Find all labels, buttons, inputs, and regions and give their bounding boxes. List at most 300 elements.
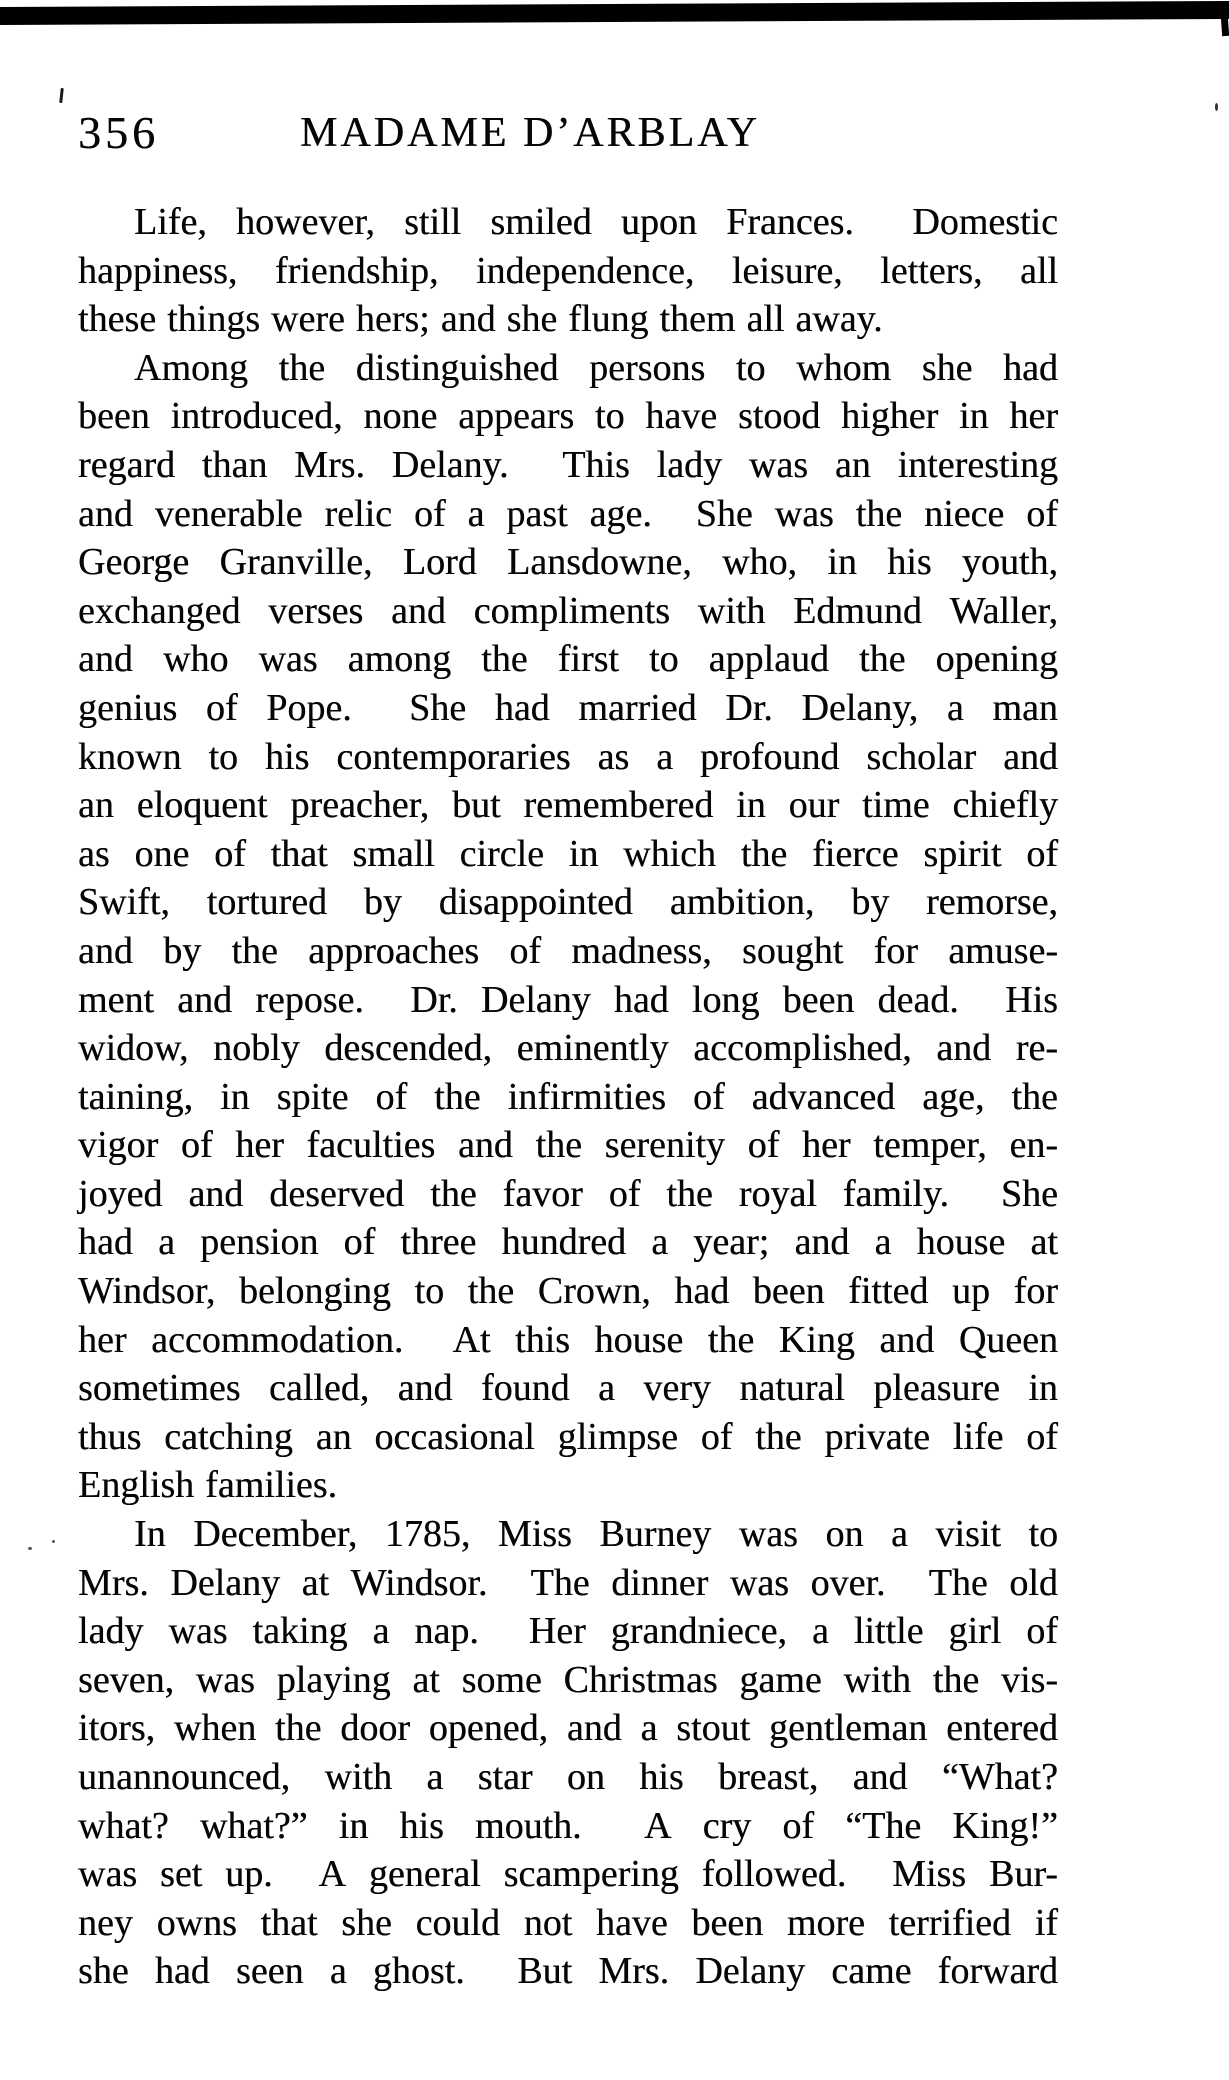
word: seven,: [78, 1658, 175, 1701]
word: than: [201, 443, 268, 486]
word: when: [173, 1707, 257, 1750]
word: glimpse: [557, 1415, 678, 1458]
text-line: [78, 198, 1058, 247]
word: Windsor,: [78, 1270, 216, 1313]
text-line: [78, 295, 1058, 344]
word: gentleman: [768, 1707, 928, 1750]
word: long: [691, 978, 760, 1021]
word: had: [154, 1950, 210, 1993]
word: madness,: [571, 929, 712, 972]
word: youth,: [961, 541, 1058, 584]
word: very: [643, 1367, 711, 1410]
word: in: [1028, 1367, 1058, 1410]
word: was: [729, 1561, 789, 1604]
word: nobly: [213, 1027, 300, 1070]
word: none: [363, 395, 438, 438]
word: re-: [1015, 1027, 1058, 1070]
word: 1785,: [384, 1513, 471, 1556]
word: pension: [200, 1221, 319, 1264]
word: amuse-: [948, 929, 1058, 972]
word: door: [340, 1707, 410, 1750]
word: English: [78, 1464, 195, 1507]
word: Delany,: [801, 686, 919, 729]
word: widow,: [78, 1027, 189, 1070]
word: terrified: [888, 1901, 1011, 1944]
word: man: [992, 686, 1058, 729]
word: been: [78, 395, 150, 438]
word: her: [1009, 395, 1058, 438]
word: occasional: [374, 1415, 535, 1458]
word: distinguished: [355, 346, 559, 389]
word: of: [1026, 492, 1058, 535]
text-line: [78, 1267, 1058, 1316]
text-line: [78, 1364, 1058, 1413]
word: belonging: [238, 1270, 391, 1313]
text-line: [78, 1899, 1058, 1948]
word: but: [452, 784, 501, 827]
word: and: [566, 1707, 622, 1750]
word: interesting: [897, 443, 1058, 486]
word: Waller,: [949, 589, 1058, 632]
word: vigor: [78, 1124, 159, 1167]
word: age,: [922, 1075, 985, 1118]
text-line: [78, 490, 1058, 539]
word: to: [649, 638, 679, 681]
word: itors,: [78, 1707, 156, 1750]
word: by: [163, 929, 202, 972]
word: disappointed: [438, 881, 633, 924]
word: more: [786, 1901, 865, 1944]
word: a: [640, 1707, 658, 1750]
word: of: [608, 1172, 641, 1215]
word: scampering: [503, 1853, 679, 1896]
word: the: [666, 1172, 713, 1215]
text-line: [78, 1510, 1058, 1559]
word: the: [1011, 1075, 1058, 1118]
word: his: [887, 541, 932, 584]
word: of: [180, 1124, 213, 1167]
word: as: [597, 735, 630, 778]
word: set: [160, 1853, 203, 1896]
word: preacher,: [290, 784, 430, 827]
word: was: [258, 638, 318, 681]
word: of: [1026, 1415, 1058, 1458]
word: Dr.: [410, 978, 458, 1021]
word: his: [399, 1804, 444, 1847]
word: game: [739, 1658, 822, 1701]
word: serenity: [604, 1124, 725, 1167]
word: ney: [78, 1901, 133, 1944]
text-line: [78, 1947, 1058, 1996]
word: opening: [935, 638, 1058, 681]
word: breast,: [718, 1756, 819, 1798]
word: among: [347, 638, 452, 681]
word: of: [1026, 832, 1058, 875]
text-line: [78, 733, 1058, 782]
word: a: [467, 492, 485, 535]
word: with: [843, 1658, 912, 1701]
word: as: [78, 832, 110, 875]
word: and: [391, 589, 446, 632]
word: infirmities: [507, 1075, 666, 1118]
word: followed.: [701, 1853, 847, 1896]
word: A: [318, 1853, 346, 1896]
word: at: [412, 1658, 440, 1701]
word: was: [774, 492, 834, 535]
word: she: [921, 346, 973, 389]
text-line: [78, 1218, 1058, 1267]
word: exchanged: [78, 589, 241, 632]
word: Swift,: [78, 881, 170, 924]
text-line: [78, 587, 1058, 636]
word: seen: [236, 1950, 304, 1993]
word: King!”: [952, 1804, 1058, 1847]
word: natural: [739, 1367, 845, 1410]
word: remorse,: [926, 881, 1058, 924]
word: the: [231, 929, 278, 972]
word: a: [656, 735, 674, 778]
word: age.: [589, 492, 652, 535]
word: Christmas: [563, 1658, 718, 1701]
word: that: [260, 1901, 318, 1944]
word: Delany: [695, 1950, 806, 1993]
word: the: [740, 832, 788, 875]
word: Granville,: [219, 541, 373, 584]
word: of: [205, 686, 238, 729]
word: a: [651, 1221, 669, 1264]
word: an: [834, 443, 871, 486]
word: higher: [841, 395, 939, 438]
word: circle: [459, 832, 544, 875]
word: stood: [737, 395, 821, 438]
word: “The: [845, 1804, 922, 1847]
word: away.: [795, 298, 883, 341]
word: Miss: [892, 1853, 967, 1896]
word: The: [530, 1561, 590, 1604]
word: accommodation.: [151, 1318, 404, 1361]
text-line: [78, 1704, 1058, 1753]
word: Mrs.: [78, 1561, 149, 1604]
word: pleasure: [873, 1367, 1000, 1410]
word: sought: [741, 929, 844, 972]
word: small: [352, 832, 435, 875]
word: At: [452, 1318, 491, 1361]
word: was: [78, 1853, 138, 1896]
word: of: [700, 1415, 733, 1458]
word: nap.: [414, 1610, 479, 1653]
word: Queen: [958, 1318, 1058, 1361]
word: happiness,: [78, 249, 238, 292]
word: found: [480, 1367, 570, 1410]
word: sometimes: [78, 1367, 241, 1410]
text-line: [78, 830, 1058, 879]
word: of: [413, 492, 446, 535]
word: old: [1009, 1561, 1058, 1604]
word: profound: [700, 735, 840, 778]
word: private: [824, 1415, 930, 1458]
word: of: [1026, 1610, 1058, 1653]
text-line: [78, 1850, 1058, 1899]
page-body: [78, 198, 1058, 1996]
word: this: [515, 1318, 570, 1361]
word: the: [855, 492, 903, 535]
word: his: [639, 1756, 684, 1798]
word: been: [752, 1270, 825, 1313]
word: a: [598, 1367, 615, 1410]
word: the: [430, 1172, 477, 1215]
word: to: [414, 1270, 445, 1313]
word: remembered: [523, 784, 714, 827]
word: flung: [568, 298, 649, 341]
word: and: [852, 1756, 908, 1798]
word: to: [735, 346, 766, 389]
word: favor: [502, 1172, 583, 1215]
word: joyed: [78, 1172, 163, 1215]
word: been: [782, 978, 855, 1021]
word: a: [874, 1221, 892, 1264]
word: Burney: [599, 1513, 712, 1556]
word: descended,: [324, 1027, 493, 1070]
word: of: [782, 1804, 815, 1847]
word: fitted: [848, 1270, 929, 1313]
text-line: [78, 1461, 1058, 1510]
word: the: [434, 1075, 481, 1118]
word: was: [195, 1658, 255, 1701]
word: the: [859, 638, 906, 681]
word: faculties: [306, 1124, 436, 1167]
text-line: [78, 441, 1058, 490]
text-line: [78, 684, 1058, 733]
word: temper,: [873, 1124, 987, 1167]
word: at: [1030, 1221, 1058, 1264]
word: known: [78, 735, 182, 778]
word: if: [1034, 1901, 1058, 1944]
word: had: [613, 978, 669, 1021]
word: mouth.: [475, 1804, 582, 1847]
word: a: [426, 1756, 444, 1798]
word: her: [78, 1318, 127, 1361]
word: But: [517, 1950, 573, 1993]
word: in: [827, 541, 857, 584]
word: George: [78, 541, 190, 584]
word: independence,: [475, 249, 695, 292]
word: Mrs.: [598, 1950, 670, 1993]
word: of: [214, 832, 246, 875]
word: visit: [935, 1513, 1001, 1556]
word: and: [78, 638, 133, 681]
word: In: [134, 1513, 166, 1556]
word: over.: [810, 1561, 886, 1604]
word: scholar: [866, 735, 977, 778]
word: Crown,: [537, 1270, 651, 1313]
word: first: [557, 638, 619, 681]
word: fierce: [812, 832, 899, 875]
word: her: [802, 1124, 851, 1167]
word: and: [1003, 735, 1058, 778]
word: of: [692, 1075, 725, 1118]
word: who: [162, 638, 229, 681]
word: a: [946, 686, 964, 729]
word: The: [928, 1561, 988, 1604]
word: the: [481, 638, 528, 681]
word: Lord: [402, 541, 477, 584]
word: the: [755, 1415, 802, 1458]
text-line: [78, 1559, 1058, 1608]
scan-artifact-tick: [59, 88, 64, 103]
word: in: [568, 832, 599, 875]
word: and: [440, 298, 496, 341]
word: for: [1013, 1270, 1058, 1313]
text-line: [78, 1802, 1058, 1851]
word: year;: [693, 1221, 770, 1264]
word: the: [467, 1270, 515, 1313]
word: appears: [458, 395, 575, 438]
text-line: [78, 1656, 1058, 1705]
word: a: [372, 1610, 390, 1653]
word: royal: [738, 1172, 817, 1215]
word: letters,: [880, 249, 983, 292]
word: by: [851, 881, 890, 924]
text-line: [78, 976, 1058, 1025]
word: with: [697, 589, 766, 632]
word: friendship,: [274, 249, 439, 292]
word: lady: [78, 1610, 144, 1653]
word: eminently: [516, 1027, 669, 1070]
word: a: [329, 1950, 347, 1993]
word: “What?: [941, 1756, 1058, 1798]
word: dead.: [877, 978, 959, 1021]
text-line: [78, 635, 1058, 684]
word: the: [932, 1658, 980, 1701]
page-number: 356: [78, 107, 159, 158]
word: of: [747, 1124, 780, 1167]
word: not: [523, 1901, 573, 1944]
word: general: [368, 1853, 481, 1896]
word: what?”: [199, 1804, 308, 1847]
word: to: [594, 395, 625, 438]
word: Life,: [134, 201, 207, 243]
word: hundred: [501, 1221, 627, 1264]
word: that: [270, 832, 328, 875]
text-line: [78, 1024, 1058, 1073]
text-line: [78, 538, 1058, 587]
word: in: [736, 784, 766, 827]
word: She: [1000, 1172, 1058, 1215]
word: Mrs.: [294, 443, 365, 486]
word: little: [853, 1610, 924, 1653]
word: his: [264, 735, 310, 778]
text-line: [78, 247, 1058, 296]
word: Delany.: [391, 443, 509, 486]
word: on: [566, 1756, 605, 1798]
scan-artifact-top-bar: [0, 1, 1229, 25]
word: them: [659, 298, 736, 341]
word: our: [788, 784, 840, 827]
word: however,: [236, 201, 375, 243]
word: her: [235, 1124, 284, 1167]
word: to: [1028, 1513, 1058, 1556]
word: in: [959, 395, 989, 438]
word: entered: [946, 1707, 1058, 1750]
word: these: [78, 298, 157, 341]
word: in: [220, 1075, 250, 1118]
word: and: [177, 978, 233, 1021]
text-line: [78, 1753, 1058, 1802]
word: and: [794, 1221, 850, 1264]
word: the: [275, 1707, 322, 1750]
word: she: [78, 1950, 129, 1993]
word: forward: [937, 1950, 1058, 1993]
text-line: [78, 781, 1058, 830]
word: lady: [656, 443, 723, 486]
word: on: [825, 1513, 864, 1556]
page-title: MADAME D’ARBLAY: [300, 110, 760, 156]
word: three: [400, 1221, 477, 1264]
scan-artifact-dot: [52, 1540, 55, 1543]
word: and: [879, 1318, 935, 1361]
word: spirit: [923, 832, 1002, 875]
word: in: [338, 1804, 369, 1847]
text-line: [78, 1607, 1058, 1656]
word: been: [691, 1901, 764, 1944]
word: Dr.: [725, 686, 773, 729]
word: of: [343, 1221, 376, 1264]
word: was: [748, 443, 808, 486]
word: opened,: [428, 1707, 549, 1750]
word: King: [778, 1318, 855, 1361]
word: regard: [78, 443, 176, 486]
word: and: [457, 1124, 513, 1167]
word: and: [397, 1367, 453, 1410]
word: contemporaries: [336, 735, 571, 778]
word: Pope.: [266, 686, 352, 729]
word: hers;: [355, 298, 430, 341]
word: had: [674, 1270, 730, 1313]
scan-artifact-dot: [28, 1547, 32, 1550]
text-line: [78, 392, 1058, 441]
word: compliments: [473, 589, 670, 632]
word: accomplished,: [693, 1027, 912, 1070]
word: married: [578, 686, 697, 729]
word: ment: [78, 978, 154, 1021]
word: a: [891, 1513, 908, 1556]
word: playing: [276, 1658, 391, 1701]
word: Frances.: [726, 201, 854, 243]
word: Miss: [497, 1513, 572, 1556]
word: stout: [676, 1707, 751, 1750]
word: approaches: [308, 929, 480, 972]
word: leisure,: [731, 249, 843, 292]
word: had: [1003, 346, 1058, 389]
word: catching: [164, 1415, 293, 1458]
word: upon: [620, 201, 697, 243]
word: deserved: [269, 1172, 405, 1215]
word: She: [409, 686, 467, 729]
text-line: [78, 927, 1058, 976]
word: ghost.: [372, 1950, 465, 1993]
word: owns: [156, 1901, 237, 1944]
word: she: [341, 1901, 392, 1944]
word: Delany: [480, 978, 591, 1021]
word: His: [1005, 978, 1058, 1021]
word: at: [301, 1561, 330, 1604]
word: A: [644, 1804, 672, 1847]
text-line: [78, 1121, 1058, 1170]
word: grandniece,: [610, 1610, 787, 1653]
word: applaud: [708, 638, 829, 681]
word: for: [873, 929, 918, 972]
word: girl: [948, 1610, 1002, 1653]
